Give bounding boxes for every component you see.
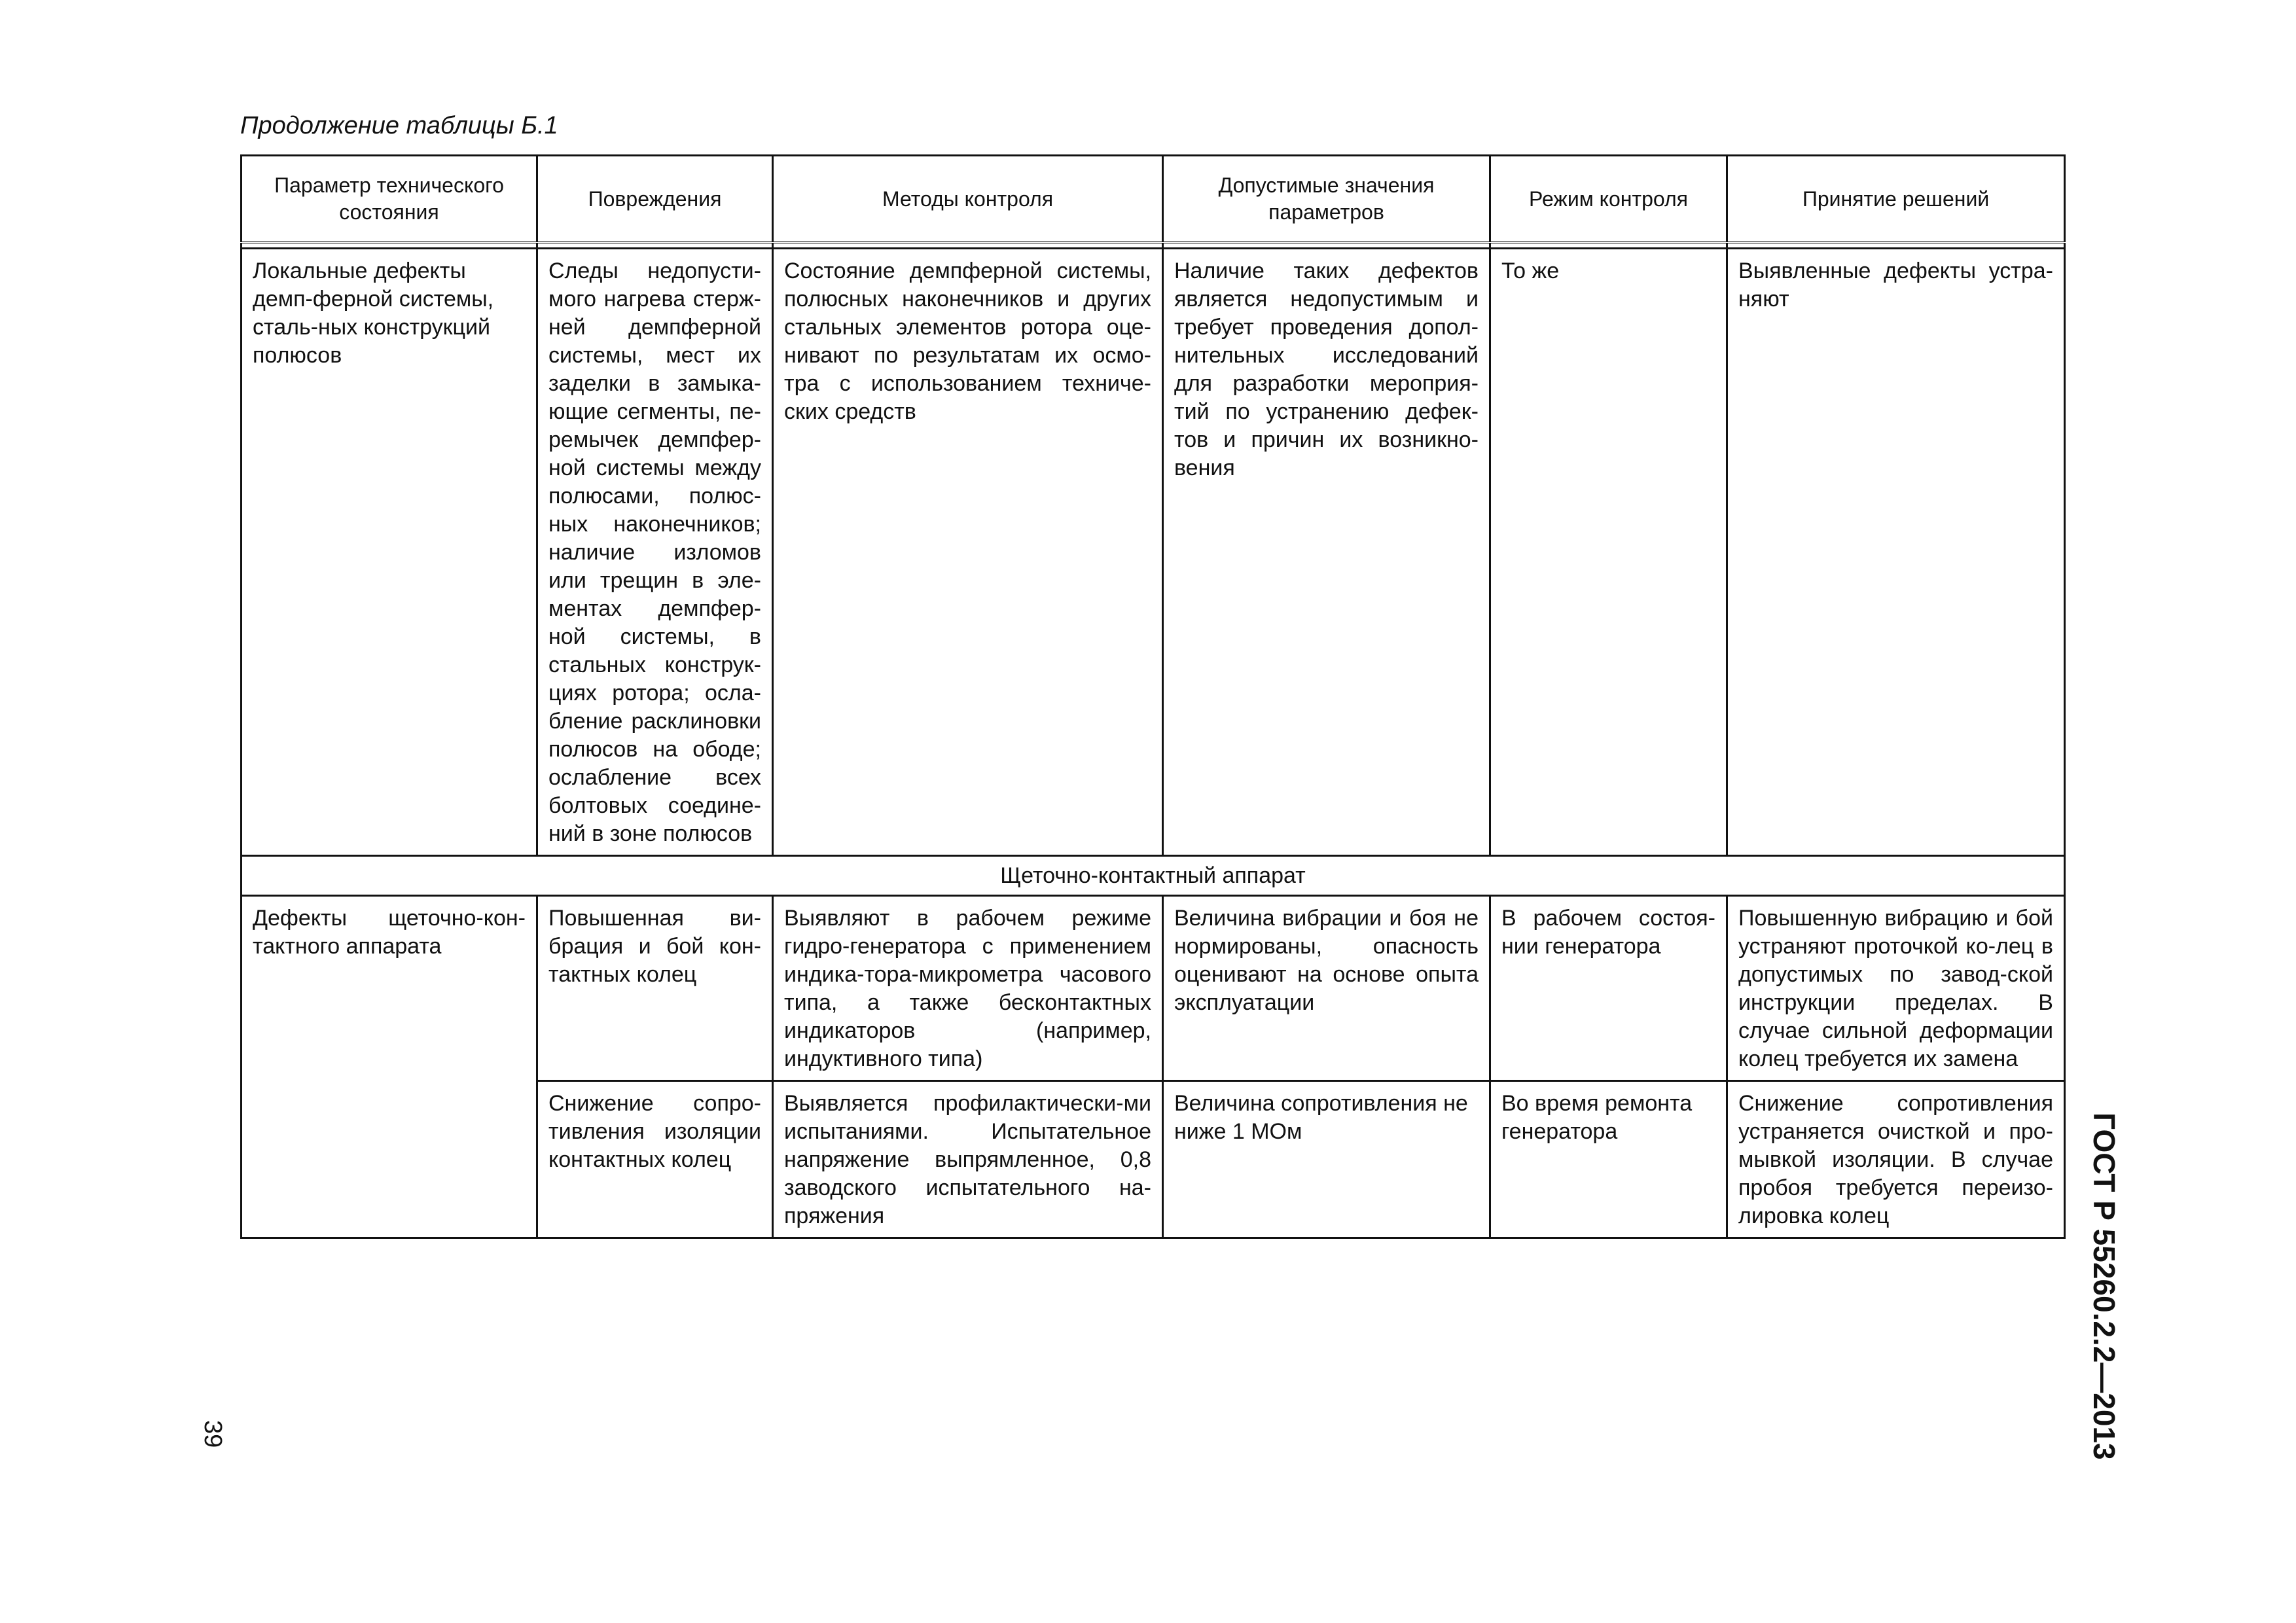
table-caption: Продолжение таблицы Б.1	[240, 112, 558, 139]
table-row	[242, 896, 2065, 1081]
cell-parameter: Дефекты щеточно-кон-тактного аппарата	[242, 896, 537, 1238]
cell-decision: Повышенную вибрацию и бой устраняют проточкой ко-лец в допустимых по завод-ской инструкции пределах. В случае сильной деформации колец требуется их замена	[1727, 896, 2065, 1081]
cell-values: Величина сопротивления не ниже 1 МОм	[1163, 1081, 1490, 1238]
cell-mode: То же	[1490, 249, 1727, 856]
cell-decision: Снижение сопротивления устраняется очисткой и про-мывкой изоляции. В случае пробоя требуется переизо-лировка колец	[1727, 1081, 2065, 1238]
cell-values: Наличие таких дефектов является недопустимым и требует проведения допол-нительных исследований для разработки мероприя-тий по устранению дефек-тов и причин их возникно-вения	[1163, 249, 1490, 856]
cell-damage: Следы недопусти-мого нагрева стерж-ней демпферной системы, мест их заделки в замыка-ющие сегменты, пе-ремычек демпфер-ной системы между полюсами, полюс-ных наконечников; наличие изломов или трещин в эле-ментах демпфер-ной системы, в стальных конструк-циях ротора; осла-бление расклиновки полюсов на ободе; ослабление всех болтовых соедине-ний в зоне полюсов	[537, 249, 773, 856]
cell-damage: Снижение сопро-тивления изоляции контактных колец	[537, 1081, 773, 1238]
cell-values: Величина вибрации и боя не нормированы, опасность оценивают на основе опыта эксплуатации	[1163, 896, 1490, 1081]
cell-methods: Состояние демпферной системы, полюсных наконечников и других стальных элементов ротора оце-нивают по результатам их осмо-тра с использованием техниче-ских средств	[773, 249, 1163, 856]
table-header-row	[242, 156, 2065, 243]
inspection-table	[240, 154, 2066, 1239]
header-damage: Повреждения	[537, 156, 773, 243]
page-number: 39	[199, 1420, 226, 1448]
cell-damage: Повышенная ви-брация и бой кон-тактных колец	[537, 896, 773, 1081]
section-title: Щеточно-контактный аппарат	[242, 856, 2065, 896]
cell-methods: Выявляют в рабочем режиме гидро-генератора с применением индика-тора-микрометра часового типа, а также бесконтактных индикаторов (например, индуктивного типа)	[773, 896, 1163, 1081]
header-parameter: Параметр технического состояния	[242, 156, 537, 243]
header-values: Допустимые значения параметров	[1163, 156, 1490, 243]
cell-mode: В рабочем состоя-нии генератора	[1490, 896, 1727, 1081]
cell-mode: Во время ремонта генератора	[1490, 1081, 1727, 1238]
standard-id: ГОСТ Р 55260.2.2—2013	[2087, 1113, 2121, 1460]
cell-methods: Выявляется профилактически-ми испытаниями. Испытательное напряжение выпрямленное, 0,8 заводского испытательного на-пряжения	[773, 1081, 1163, 1238]
header-mode: Режим контроля	[1490, 156, 1727, 243]
cell-decision: Выявленные дефекты устра-няют	[1727, 249, 2065, 856]
header-separator	[242, 243, 2065, 249]
section-row	[242, 856, 2065, 896]
header-decision: Принятие решений	[1727, 156, 2065, 243]
cell-parameter: Локальные дефекты демп-ферной системы, сталь-ных конструкций полюсов	[242, 249, 537, 856]
header-methods: Методы контроля	[773, 156, 1163, 243]
table-row	[242, 249, 2065, 856]
